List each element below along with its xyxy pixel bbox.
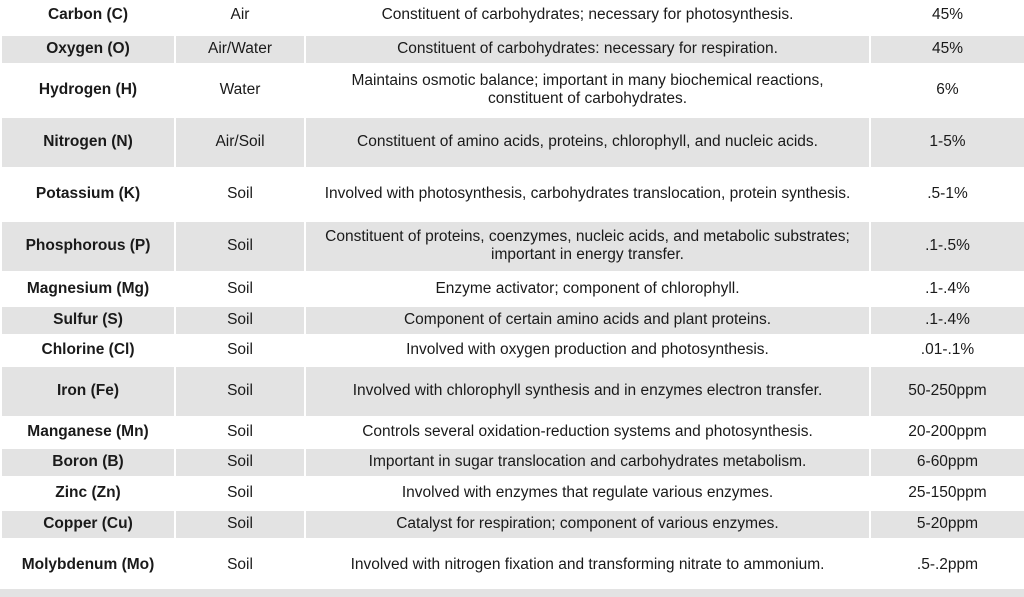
percent-cell: .1-.4% [870, 272, 1024, 305]
source-cell: Water [175, 64, 305, 116]
description-cell: Important in sugar translocation and carbohydrates metabolism. [305, 447, 870, 477]
source-cell: Soil [175, 365, 305, 417]
description-cell: Constituent of proteins, coenzymes, nucleic acids, and metabolic substrates; important in energy transfer. [305, 220, 870, 272]
element-cell: Nitrogen (N) [1, 116, 175, 168]
element-cell: Magnesium (Mg) [1, 272, 175, 305]
description-cell: Component of certain amino acids and plant proteins. [305, 305, 870, 335]
percent-cell: 50-250ppm [870, 365, 1024, 417]
table-row [1, 365, 1024, 417]
element-cell: Copper (Cu) [1, 509, 175, 539]
element-cell: Potassium (K) [1, 168, 175, 220]
percent-cell: .1-.4% [870, 305, 1024, 335]
element-cell: Boron (B) [1, 447, 175, 477]
description-cell: Involved with oxygen production and photosynthesis. [305, 335, 870, 365]
table-row [1, 509, 1024, 539]
element-cell: Chlorine (Cl) [1, 335, 175, 365]
percent-cell: 5-20ppm [870, 509, 1024, 539]
element-cell: Carbon (C) [1, 0, 175, 34]
table-row [1, 220, 1024, 272]
table-row [1, 305, 1024, 335]
source-cell: Soil [175, 305, 305, 335]
element-cell: Sulfur (S) [1, 305, 175, 335]
description-cell: Enzyme activator; component of chlorophyll. [305, 272, 870, 305]
description-cell: Involved with enzymes that regulate various enzymes. [305, 477, 870, 509]
description-cell: Constituent of carbohydrates; necessary for photosynthesis. [305, 0, 870, 34]
percent-cell: .5-1% [870, 168, 1024, 220]
table-row [1, 539, 1024, 591]
nutrient-table-body [1, 0, 1024, 591]
source-cell: Soil [175, 417, 305, 447]
percent-cell: 25-150ppm [870, 477, 1024, 509]
source-cell: Soil [175, 447, 305, 477]
source-cell: Soil [175, 539, 305, 591]
table-row-partial [0, 589, 1024, 597]
percent-cell: 20-200ppm [870, 417, 1024, 447]
description-cell: Catalyst for respiration; component of various enzymes. [305, 509, 870, 539]
table-row [1, 0, 1024, 34]
description-cell: Constituent of carbohydrates: necessary for respiration. [305, 34, 870, 64]
table-row [1, 417, 1024, 447]
source-cell: Soil [175, 168, 305, 220]
description-cell: Involved with chlorophyll synthesis and in enzymes electron transfer. [305, 365, 870, 417]
percent-cell: 45% [870, 34, 1024, 64]
description-cell: Involved with photosynthesis, carbohydrates translocation, protein synthesis. [305, 168, 870, 220]
source-cell: Air/Soil [175, 116, 305, 168]
source-cell: Air/Water [175, 34, 305, 64]
source-cell: Soil [175, 335, 305, 365]
element-cell: Oxygen (O) [1, 34, 175, 64]
percent-cell: 1-5% [870, 116, 1024, 168]
table-row [1, 335, 1024, 365]
source-cell: Air [175, 0, 305, 34]
element-cell: Molybdenum (Mo) [1, 539, 175, 591]
percent-cell: 45% [870, 0, 1024, 34]
element-cell: Zinc (Zn) [1, 477, 175, 509]
element-cell: Manganese (Mn) [1, 417, 175, 447]
description-cell: Controls several oxidation-reduction systems and photosynthesis. [305, 417, 870, 447]
description-cell: Constituent of amino acids, proteins, chlorophyll, and nucleic acids. [305, 116, 870, 168]
table-row [1, 272, 1024, 305]
description-cell: Involved with nitrogen fixation and transforming nitrate to ammonium. [305, 539, 870, 591]
percent-cell: .1-.5% [870, 220, 1024, 272]
percent-cell: 6-60ppm [870, 447, 1024, 477]
element-cell: Iron (Fe) [1, 365, 175, 417]
source-cell: Soil [175, 272, 305, 305]
source-cell: Soil [175, 220, 305, 272]
table-row [1, 64, 1024, 116]
table-row [1, 168, 1024, 220]
percent-cell: 6% [870, 64, 1024, 116]
element-cell: Phosphorous (P) [1, 220, 175, 272]
percent-cell: .5-.2ppm [870, 539, 1024, 591]
table-row [1, 447, 1024, 477]
table-row [1, 116, 1024, 168]
table-row [1, 477, 1024, 509]
table-row [1, 34, 1024, 64]
description-cell: Maintains osmotic balance; important in many biochemical reactions, constituent of carbohydrates. [305, 64, 870, 116]
source-cell: Soil [175, 477, 305, 509]
percent-cell: .01-.1% [870, 335, 1024, 365]
source-cell: Soil [175, 509, 305, 539]
element-cell: Hydrogen (H) [1, 64, 175, 116]
